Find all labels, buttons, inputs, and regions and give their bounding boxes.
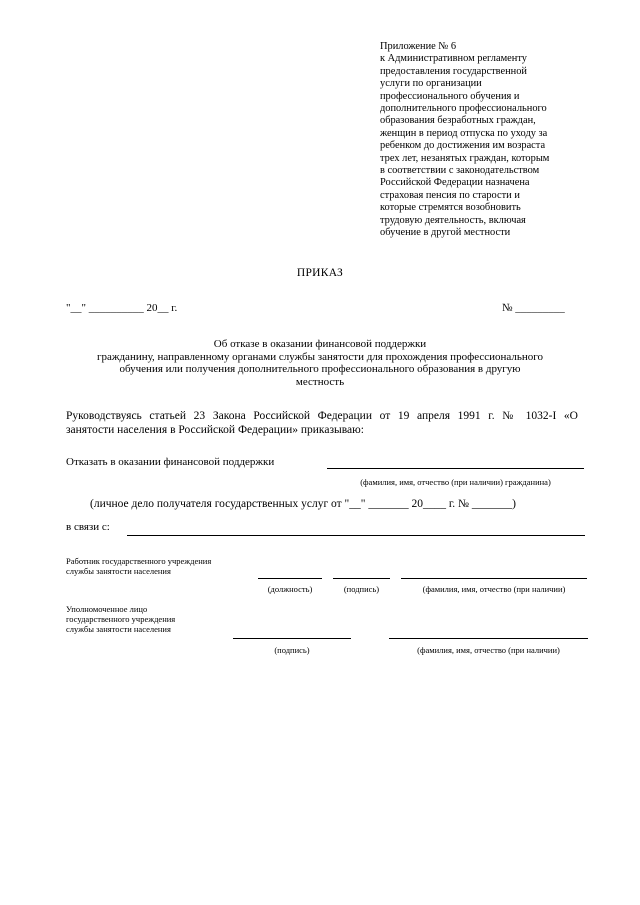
- appendix-line: ребенком до достижения им возраста: [380, 140, 546, 152]
- appendix-line: услуги по организации: [380, 78, 482, 90]
- order-number-field: № _________: [502, 302, 565, 314]
- appendix-line: Приложение № 6: [380, 41, 457, 52]
- appendix-line: трудовую деятельность, включая: [380, 214, 526, 226]
- appendix-line: предоставления государственной: [380, 65, 527, 77]
- subject-line: гражданину, направленному органами службы занятости для прохождения профессионального: [96, 350, 544, 363]
- employee-label: [66, 556, 211, 576]
- deny-support-text: Отказать в оказании финансовой поддержки: [66, 456, 275, 468]
- authorized-label-line: государственного учреждения: [66, 614, 176, 625]
- employee-label-line: Работник государственного учреждения: [66, 556, 212, 566]
- appendix-line: дополнительного профессионального: [380, 103, 547, 115]
- employee-signature-line: [333, 578, 390, 579]
- appendix-line: страховая пенсия по старости и: [380, 189, 520, 201]
- legal-basis-paragraph: [66, 409, 578, 437]
- legal-basis-line: Руководствуясь статьей 23 Закона Российской Федерации от 19 апреля 1991 г. № 1032-I «О: [66, 410, 578, 422]
- appendix-block: [380, 41, 549, 240]
- legal-basis-line: занятости населения в Российской Федерации» приказываю:: [66, 424, 364, 436]
- order-date-field: "__" __________ 20__ г.: [66, 302, 178, 314]
- employee-name-caption: (фамилия, имя, отчество (при наличии): [422, 584, 566, 594]
- appendix-line: женщин в период отпуска по уходу за: [380, 127, 548, 139]
- authorized-signature-caption: (подпись): [274, 645, 310, 655]
- appendix-line: которые стремятся возобновить: [380, 202, 521, 214]
- document-title: ПРИКАЗ: [296, 267, 344, 279]
- appendix-line: Российской Федерации назначена: [380, 177, 530, 189]
- authorized-name-line: [389, 638, 588, 639]
- employee-signature-caption: (подпись): [343, 584, 380, 594]
- subject-line: местность: [295, 375, 345, 388]
- citizen-name-caption: (фамилия, имя, отчество (при наличии) гражданина): [360, 477, 551, 487]
- authorized-name-caption: (фамилия, имя, отчество (при наличии): [417, 645, 560, 655]
- appendix-line: трех лет, незанятых граждан, которым: [380, 152, 550, 164]
- appendix-line: обучение в другой местности: [380, 227, 511, 239]
- order-subject: [0, 338, 640, 388]
- employee-name-line: [401, 578, 587, 579]
- employee-position-caption: (должность): [267, 584, 313, 594]
- subject-line: обучения или получения дополнительного профессионального образования в другую: [119, 363, 521, 375]
- authorized-signature-line: [233, 638, 351, 639]
- appendix-line: образования безработных граждан,: [380, 115, 536, 127]
- authorized-label-line: службы занятости населения: [66, 624, 171, 635]
- authorized-label-line: Уполномоченное лицо: [66, 604, 148, 614]
- reason-label: в связи с:: [66, 521, 110, 533]
- personal-file-line: (личное дело получателя государственных услуг от "__" _______ 20____ г. № _______): [90, 498, 516, 510]
- employee-label-line: службы занятости населения: [66, 566, 171, 577]
- citizen-name-line: [327, 468, 584, 469]
- subject-line: Об отказе в оказании финансовой поддержки: [213, 338, 427, 350]
- appendix-line: профессионального обучения и: [380, 90, 520, 102]
- appendix-line: в соответствии с законодательством: [380, 165, 540, 177]
- appendix-line: к Административном регламенту: [380, 53, 527, 65]
- employee-position-line: [258, 578, 322, 579]
- reason-line: [127, 535, 585, 536]
- authorized-label: [66, 604, 175, 635]
